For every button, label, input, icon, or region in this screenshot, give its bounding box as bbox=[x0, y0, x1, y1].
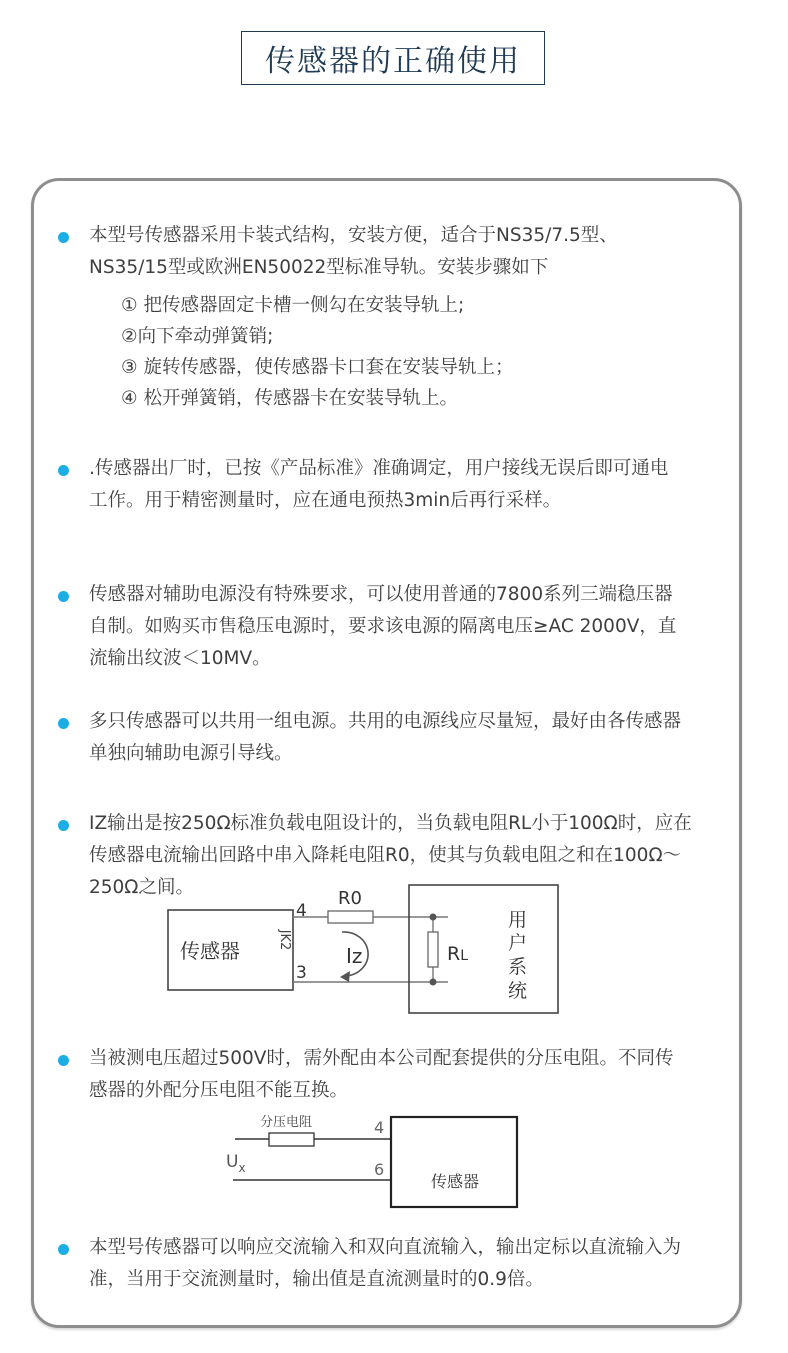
item-line: 当被测电压超过500V时，需外配由本公司配套提供的分压电阻。不同传 bbox=[89, 1048, 674, 1069]
list-item-shared-power bbox=[58, 706, 738, 770]
sensor-box bbox=[391, 1117, 517, 1207]
list-item-calibration bbox=[58, 453, 738, 517]
bullet-dot-icon bbox=[58, 591, 69, 602]
item-line: 250Ω之间。 bbox=[89, 877, 194, 898]
list-item-installation bbox=[58, 220, 738, 414]
r0-resistor-icon bbox=[328, 911, 373, 923]
pin-4-label: 4 bbox=[374, 1118, 385, 1137]
item-line: 流输出纹波＜10MV。 bbox=[89, 648, 271, 669]
item-line: .传感器出厂时，已按《产品标准》准确调定，用户接线无误后即可通电 bbox=[89, 458, 669, 479]
sensor-label: 传感器 bbox=[431, 1172, 480, 1191]
item-line: NS35/15型或欧洲EN50022型标准导轨。安装步骤如下 bbox=[89, 257, 549, 278]
sensor-label: 传感器 bbox=[180, 939, 240, 963]
load-resistor-circuit-diagram bbox=[160, 880, 570, 1020]
item-line: 准，当用于交流测量时，输出值是直流测量时的0.9倍。 bbox=[89, 1269, 544, 1290]
rl-resistor-icon bbox=[428, 932, 438, 967]
install-step-1: ① 把传感器固定卡槽一侧勾在安装导轨上; bbox=[121, 295, 465, 316]
item-line: 自制。如购买市售稳压电源时，要求该电源的隔离电压≥AC 2000V，直 bbox=[89, 616, 677, 637]
item-line: 传感器对辅助电源没有特殊要求，可以使用普通的7800系列三端稳压器 bbox=[89, 584, 673, 605]
bullet-dot-icon bbox=[58, 232, 69, 243]
bullet-dot-icon bbox=[58, 1055, 69, 1066]
item-line: 多只传感器可以共用一组电源。共用的电源线应尽量短，最好由各传感器 bbox=[89, 711, 682, 732]
item-line: 感器的外配分压电阻不能互换。 bbox=[89, 1080, 349, 1101]
bullet-dot-icon bbox=[58, 1244, 69, 1255]
user-system-char: 用 bbox=[508, 909, 528, 931]
current-label: Iz bbox=[346, 944, 363, 968]
item-line: 传感器电流输出回路中串入降耗电阻R0，使其与负载电阻之和在100Ω～ bbox=[89, 845, 682, 866]
divider-resistor-label: 分压电阻 bbox=[260, 1115, 313, 1130]
bullet-dot-icon bbox=[58, 718, 69, 729]
voltage-divider-diagram bbox=[220, 1105, 530, 1215]
bullet-dot-icon bbox=[58, 820, 69, 831]
install-step-4: ④ 松开弹簧销，传感器卡在安装导轨上。 bbox=[121, 388, 458, 409]
list-item-power-supply bbox=[58, 579, 738, 675]
rl-label: RL bbox=[447, 943, 469, 965]
pin-6-label: 6 bbox=[374, 1160, 385, 1179]
list-item-voltage-divider bbox=[58, 1043, 738, 1107]
voltage-label: $U_x$ bbox=[226, 1152, 246, 1175]
item-line: IZ输出是按250Ω标准负载电阻设计的，当负载电阻RL小于100Ω时，应在 bbox=[89, 813, 692, 834]
pin-3-label: 3 bbox=[296, 963, 307, 983]
page-title: 传感器的正确使用 bbox=[265, 44, 521, 79]
divider-resistor-icon bbox=[269, 1133, 314, 1146]
user-system-char: 户 bbox=[508, 932, 528, 954]
bullet-dot-icon bbox=[58, 465, 69, 476]
r0-label: R0 bbox=[338, 888, 362, 909]
item-line: 单独向辅助电源引导线。 bbox=[89, 743, 293, 764]
connector-label: JK2 bbox=[277, 929, 292, 951]
item-line: 工作。用于精密测量时，应在通电预热3min后再行采样。 bbox=[89, 490, 562, 511]
list-item-ac-response bbox=[58, 1232, 738, 1296]
item-line: 本型号传感器可以响应交流输入和双向直流输入，输出定标以直流输入为 bbox=[89, 1237, 682, 1258]
user-system-char: 统 bbox=[508, 980, 528, 1002]
user-system-char: 系 bbox=[508, 956, 528, 978]
item-line: 本型号传感器采用卡装式结构，安装方便，适合于NS35/7.5型、 bbox=[89, 225, 618, 246]
install-step-3: ③ 旋转传感器，使传感器卡口套在安装导轨上； bbox=[121, 357, 514, 378]
arrowhead-icon bbox=[340, 971, 350, 982]
install-step-2: ②向下牵动弹簧销; bbox=[121, 326, 274, 347]
page-title-box bbox=[241, 31, 545, 85]
pin-4-label: 4 bbox=[296, 901, 307, 921]
